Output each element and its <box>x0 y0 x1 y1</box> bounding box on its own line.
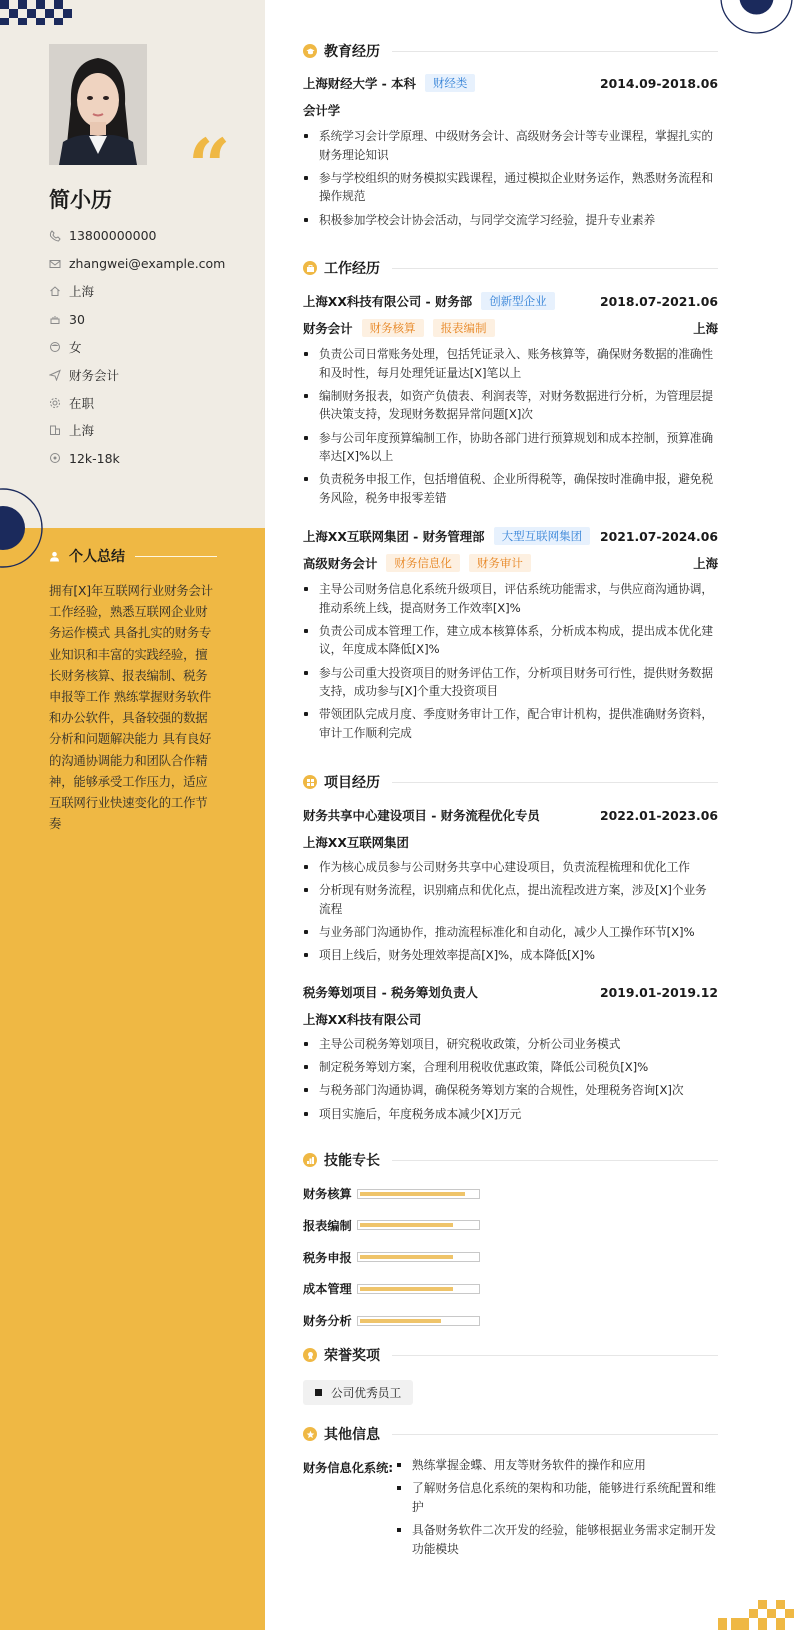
project-1-header <box>303 806 718 824</box>
other-label: 财务信息化系统: <box>303 1461 394 1475</box>
work-heading <box>303 258 718 278</box>
other-heading <box>303 1424 718 1444</box>
job-1-role: 财务会计 <box>303 321 353 336</box>
circle-decoration <box>0 487 44 569</box>
info-phone <box>49 222 225 250</box>
award-text: 公司优秀员工 <box>331 1385 402 1400</box>
list-item: 分析现有财务流程，识别痛点和优化点，提出流程改进方案，涉及[X]个业务流程 <box>303 881 718 918</box>
list-item: 编制财务报表，如资产负债表、利润表等，对财务数据进行分析，为管理层提供决策支持，发现财务数据异常问题[X]次 <box>303 387 718 424</box>
job-2-company: 上海XX互联网集团 - 财务管理部 <box>303 529 485 544</box>
job-2-date: 2021.07-2024.06 <box>599 528 718 544</box>
phone-icon <box>49 230 61 242</box>
mail-icon <box>49 258 61 270</box>
info-salary-text: 12k-18k <box>69 450 120 466</box>
contact-info-list <box>49 222 225 472</box>
education-date: 2014.09-2018.06 <box>599 75 718 91</box>
skill-level-fill <box>360 1319 441 1323</box>
major-name: 会计学 <box>303 103 341 118</box>
job-1-date: 2018.07-2021.06 <box>599 293 718 309</box>
skill-level-fill <box>360 1223 453 1227</box>
summary-text: 拥有[X]年互联网行业财务会计工作经验，熟悉互联网企业财务运作模式 具备扎实的财务专业知识和丰富的实践经验，擅长财务核算、报表编制、税务申报等工作 熟练掌握财务软件和办公软件，具备较强的数据分析和问题解决能力 具有良好的沟通协调能力和团队合作精神，能够承受工作压力，适应互联网行业快速变化的工作节奏 <box>49 583 213 832</box>
skill-name: 成本管理 <box>303 1282 352 1297</box>
gender-icon <box>49 341 61 353</box>
education-major-row <box>303 101 718 119</box>
skill-name: 财务分析 <box>303 1314 352 1329</box>
award-icon <box>303 1348 317 1362</box>
resume-name: 简小历 <box>49 188 112 212</box>
job-1-company: 上海XX科技有限公司 - 财务部 <box>303 294 473 309</box>
section-divider <box>392 268 718 269</box>
projects-heading <box>303 772 718 792</box>
job-2-role-row <box>303 554 718 572</box>
job-2-skill-tag: 财务审计 <box>469 554 531 572</box>
list-item: 与税务部门沟通协调，确保税务筹划方案的合规性，处理税务咨询[X]次 <box>303 1081 718 1100</box>
project-2-name: 税务筹划项目 - 税务筹划负责人 <box>303 985 478 1000</box>
skill-level-bar <box>357 1284 480 1294</box>
skill-level-bar <box>357 1316 480 1326</box>
skill-level-bar <box>357 1252 480 1262</box>
list-item: 项目上线后，财务处理效率提高[X]%，成本降低[X]% <box>303 946 718 965</box>
checker-pattern-decoration <box>0 0 76 25</box>
project-2-header <box>303 983 718 1001</box>
quote-mark-decoration: “ <box>188 124 231 210</box>
education-bullets <box>303 127 718 234</box>
work-title: 工作经历 <box>324 261 380 277</box>
job-2-role: 高级财务会计 <box>303 556 378 571</box>
info-position-text: 财务会计 <box>69 367 120 383</box>
summary-title: 个人总结 <box>69 549 125 565</box>
project-1-date: 2022.01-2023.06 <box>599 807 718 823</box>
skill-name: 税务申报 <box>303 1250 352 1265</box>
info-location-text: 上海 <box>69 284 95 300</box>
list-item: 参与公司年度预算编制工作，协助各部门进行预算规划和成本控制，预算准确率达[X]%以上 <box>303 429 718 466</box>
section-divider <box>392 51 718 52</box>
skill-name: 报表编制 <box>303 1218 352 1233</box>
checker-pattern-bottom-decoration <box>718 1600 794 1630</box>
job-2-skill-tag: 财务信息化 <box>386 554 460 572</box>
info-city-text: 上海 <box>69 423 95 439</box>
info-salary <box>49 444 225 472</box>
other-bullets <box>396 1456 718 1563</box>
home-icon <box>49 285 61 297</box>
list-item: 主导公司财务信息化系统升级项目，评估系统功能需求，与供应商沟通协调，推动系统上线，提高财务工作效率[X]% <box>303 580 718 617</box>
salary-icon <box>49 452 61 464</box>
list-item: 主导公司税务筹划项目，研究税收政策，分析公司业务模式 <box>303 1035 718 1054</box>
job-1-city: 上海 <box>693 321 718 336</box>
send-icon <box>49 369 61 381</box>
summary-divider <box>135 556 217 557</box>
info-email <box>49 250 225 278</box>
section-divider <box>392 1160 718 1161</box>
info-status <box>49 389 225 417</box>
job-1-skill-tag: 财务核算 <box>362 319 424 337</box>
project-2-date: 2019.01-2019.12 <box>599 984 718 1000</box>
list-item: 系统学习会计学原理、中级财务会计、高级财务会计等专业课程，掌握扎实的财务理论知识 <box>303 127 718 164</box>
bar-chart-icon <box>303 1153 317 1167</box>
section-divider <box>392 1434 718 1435</box>
skill-row <box>303 1249 480 1266</box>
award-badge <box>303 1380 413 1405</box>
job-1-bullets <box>303 345 718 512</box>
project-2-bullets <box>303 1035 718 1128</box>
info-icon <box>303 1427 317 1441</box>
list-item: 负责公司成本管理工作，建立成本核算体系，分析成本构成，提出成本优化建议，年度成本降低[X]% <box>303 622 718 659</box>
honors-title: 荣誉奖项 <box>324 1348 380 1364</box>
job-2-tag: 大型互联网集团 <box>494 527 591 545</box>
project-1-name: 财务共享中心建设项目 - 财务流程优化专员 <box>303 808 540 823</box>
info-gender <box>49 333 225 361</box>
job-2-bullets <box>303 580 718 747</box>
section-divider <box>392 1355 718 1356</box>
job-1-header <box>303 292 718 310</box>
list-item: 负责税务申报工作，包括增值税、企业所得税等，确保按时准确申报，避免税务风险，税务申报零差错 <box>303 470 718 507</box>
info-gender-text: 女 <box>69 340 82 356</box>
honors-heading <box>303 1345 718 1365</box>
age-icon <box>49 313 61 325</box>
skill-name: 财务核算 <box>303 1187 352 1201</box>
info-city <box>49 417 225 445</box>
building-icon <box>49 424 61 436</box>
summary-heading <box>49 546 217 566</box>
list-item: 积极参加学校会计协会活动，与同学交流学习经验，提升专业素养 <box>303 211 718 230</box>
list-item: 具备财务软件二次开发的经验，能够根据业务需求定制开发功能模块 <box>396 1521 718 1558</box>
info-email-text: zhangwei@example.com <box>69 256 226 272</box>
list-item: 参与公司重大投资项目的财务评估工作，分析项目财务可行性，提供财务数据支持，成功参与[X]个重大投资项目 <box>303 664 718 701</box>
user-icon <box>49 551 60 562</box>
skill-row <box>303 1312 480 1329</box>
job-1-role-row <box>303 319 718 337</box>
info-age <box>49 305 225 333</box>
list-item: 了解财务信息化系统的架构和功能，能够进行系统配置和维护 <box>396 1479 718 1516</box>
skill-level-fill <box>360 1287 453 1291</box>
school-tag: 财经类 <box>425 74 476 92</box>
education-entry-header <box>303 74 718 92</box>
other-title: 其他信息 <box>324 1427 380 1443</box>
list-item: 参与学校组织的财务模拟实践课程，通过模拟企业财务运作，熟悉财务流程和操作规范 <box>303 169 718 206</box>
square-bullet-icon <box>315 1389 322 1396</box>
list-item: 项目实施后，年度税务成本减少[X]万元 <box>303 1105 718 1124</box>
info-location <box>49 278 225 306</box>
skill-row <box>303 1217 480 1234</box>
skill-level-bar <box>357 1220 480 1230</box>
skill-row <box>303 1185 480 1202</box>
list-item: 带领团队完成月度、季度财务审计工作，配合审计机构，提供准确财务资料，审计工作顺利完成 <box>303 705 718 742</box>
project-1-org-row <box>303 833 718 851</box>
graduation-cap-icon <box>303 44 317 58</box>
skills-heading <box>303 1150 718 1170</box>
education-heading <box>303 41 718 61</box>
sidebar <box>0 0 265 1630</box>
project-1-bullets <box>303 858 718 969</box>
job-2-header <box>303 527 718 545</box>
school-name: 上海财经大学 - 本科 <box>303 76 416 91</box>
info-age-text: 30 <box>69 311 85 327</box>
info-status-text: 在职 <box>69 395 95 411</box>
grid-icon <box>303 775 317 789</box>
job-1-skill-tag: 报表编制 <box>433 319 495 337</box>
list-item: 熟练掌握金蝶、用友等财务软件的操作和应用 <box>396 1456 718 1475</box>
skill-level-fill <box>360 1192 465 1196</box>
job-2-city: 上海 <box>693 556 718 571</box>
status-icon <box>49 397 61 409</box>
skill-row <box>303 1280 480 1297</box>
list-item: 制定税务筹划方案，合理利用税收优惠政策，降低公司税负[X]% <box>303 1058 718 1077</box>
skills-title: 技能专长 <box>324 1153 380 1169</box>
projects-title: 项目经历 <box>324 775 380 791</box>
circle-decoration-top-right <box>719 0 794 35</box>
project-2-org-row <box>303 1010 718 1028</box>
section-divider <box>392 782 718 783</box>
project-1-org: 上海XX互联网集团 <box>303 835 409 850</box>
profile-photo <box>49 44 147 165</box>
list-item: 与业务部门沟通协作，推动流程标准化和自动化，减少人工操作环节[X]% <box>303 923 718 942</box>
list-item: 负责公司日常账务处理，包括凭证录入、账务核算等，确保财务数据的准确性和及时性，每月处理凭证量达[X]笔以上 <box>303 345 718 382</box>
skill-level-bar <box>357 1189 480 1199</box>
list-item: 作为核心成员参与公司财务共享中心建设项目，负责流程梳理和优化工作 <box>303 858 718 877</box>
info-position <box>49 361 225 389</box>
education-title: 教育经历 <box>324 44 380 60</box>
job-1-tag: 创新型企业 <box>481 292 555 310</box>
skill-level-fill <box>360 1255 453 1259</box>
info-phone-text: 13800000000 <box>69 228 157 244</box>
briefcase-icon <box>303 261 317 275</box>
project-2-org: 上海XX科技有限公司 <box>303 1012 422 1027</box>
